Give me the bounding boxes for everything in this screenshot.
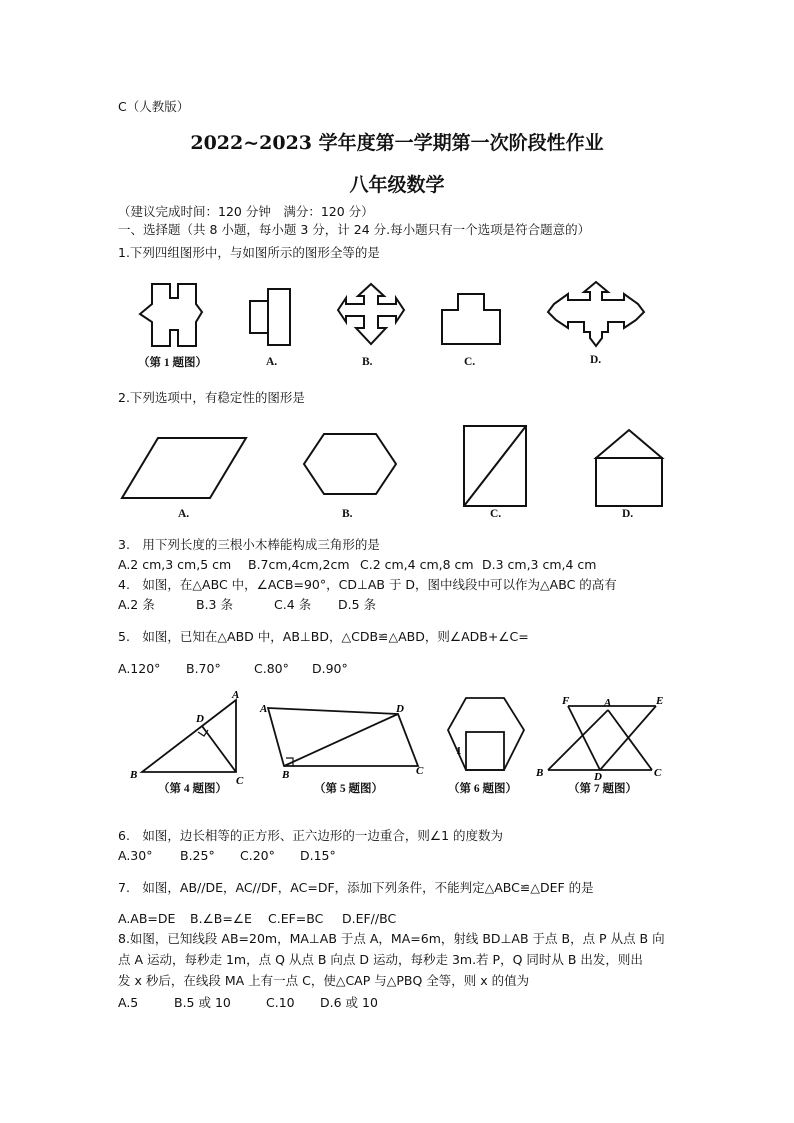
q1-figure-caption: （第 1 题图） <box>138 357 207 369</box>
fig7-point-b: B <box>536 767 544 779</box>
fig5-point-d: D <box>396 703 404 715</box>
q1-option-d-label: D. <box>590 354 602 366</box>
fig4-point-b: B <box>130 769 138 781</box>
question-7-stem: 7. 如图，AB//DE，AC//DF，AC=DF，添加下列条件，不能判定△ABC≌△DEF 的是 <box>118 880 594 895</box>
q3-option-b[interactable]: B.7cm,4cm,2cm <box>248 557 350 572</box>
q6-option-a[interactable]: A.30° <box>118 848 153 863</box>
q2-parallelogram-figure <box>120 436 250 502</box>
q3-option-c[interactable]: C.2 cm,4 cm,8 cm <box>360 557 474 572</box>
q2-rectangle-diagonal-figure <box>462 424 528 508</box>
q8-option-c[interactable]: C.10 <box>266 995 295 1010</box>
question-5-stem: 5. 如图，已知在△ABD 中，AB⊥BD，△CDB≌△ABD，则∠ADB+∠C= <box>118 629 529 644</box>
edition-label: C（人教版） <box>118 99 190 114</box>
q7-option-a[interactable]: A.AB=DE <box>118 911 176 926</box>
q6-option-c[interactable]: C.20° <box>240 848 275 863</box>
question-6-stem: 6. 如图，边长相等的正方形、正六边形的一边重合，则∠1 的度数为 <box>118 828 504 843</box>
fig4-right-triangle <box>118 690 258 786</box>
q4-option-d[interactable]: D.5 条 <box>338 597 377 612</box>
q7-option-d[interactable]: D.EF//BC <box>342 911 397 926</box>
q1-reference-figure <box>132 282 212 352</box>
question-1-stem: 1.下列四组图形中，与如图所示的图形全等的是 <box>118 245 380 260</box>
fig7-point-f: F <box>562 695 570 707</box>
fig7-caption: （第 7 题图） <box>568 783 637 795</box>
q7-option-b[interactable]: B.∠B=∠E <box>190 911 252 926</box>
fig7-point-a: A <box>604 697 612 709</box>
q1-option-c-label: C. <box>464 356 476 368</box>
q1-option-c-figure <box>440 292 504 346</box>
fig5-point-c: C <box>416 765 424 777</box>
question-8-line-1: 8.如图，已知线段 AB=20m，MA⊥AB 于点 A，MA=6m，射线 BD⊥AB 于点 B，点 P 从点 B 向 <box>118 931 665 946</box>
fig5-caption: （第 5 题图） <box>314 783 383 795</box>
q2-option-d-label: D. <box>622 508 634 520</box>
question-4-stem: 4. 如图，在△ABC 中，∠ACB=90°，CD⊥AB 于 D，图中线段中可以作为△ABC 的高有 <box>118 577 617 592</box>
q4-option-c[interactable]: C.4 条 <box>274 597 312 612</box>
q1-option-b-label: B. <box>362 356 373 368</box>
question-8-line-3: 发 x 秒后，在线段 MA 上有一点 C，使△CAP 与△PBQ 全等，则 x 的值为 <box>118 973 530 988</box>
fig6-caption: （第 6 题图） <box>448 783 517 795</box>
q3-option-a[interactable]: A.2 cm,3 cm,5 cm <box>118 557 232 572</box>
q5-option-c[interactable]: C.80° <box>254 661 289 676</box>
q1-option-b-figure <box>336 282 406 352</box>
question-5-options <box>118 661 348 677</box>
question-4-options <box>118 597 376 613</box>
q1-option-a-label: A. <box>266 356 278 368</box>
question-8-options <box>118 995 378 1011</box>
fig7-triangles <box>534 695 674 783</box>
fig6-square-hexagon <box>440 694 530 778</box>
q1-option-d-figure <box>546 280 646 350</box>
question-7-options <box>118 911 396 927</box>
fig5-point-a: A <box>260 703 268 715</box>
fig6-angle-1: 1 <box>456 745 462 757</box>
question-2-stem: 2.下列选项中，有稳定性的图形是 <box>118 390 305 405</box>
fig7-point-d: D <box>594 771 602 783</box>
fig4-point-c: C <box>236 775 244 787</box>
q1-option-a-figure <box>246 287 306 347</box>
fig7-point-e: E <box>656 695 664 707</box>
question-3-stem: 3. 用下列长度的三根小木棒能构成三角形的是 <box>118 537 380 552</box>
q6-option-d[interactable]: D.15° <box>300 848 336 863</box>
q8-option-b[interactable]: B.5 或 10 <box>174 995 231 1010</box>
page-title: 2022~2023 学年度第一学期第一次阶段性作业 <box>190 132 604 154</box>
q7-option-c[interactable]: C.EF=BC <box>268 911 324 926</box>
q4-option-a[interactable]: A.2 条 <box>118 597 155 612</box>
q8-option-a[interactable]: A.5 <box>118 995 139 1010</box>
fig7-point-c: C <box>654 767 662 779</box>
question-6-options <box>118 848 336 864</box>
q6-option-b[interactable]: B.25° <box>180 848 215 863</box>
q2-hexagon-figure <box>302 432 398 496</box>
fig5-point-b: B <box>282 769 290 781</box>
fig4-caption: （第 4 题图） <box>158 783 227 795</box>
question-3-options <box>118 557 596 573</box>
q8-option-d[interactable]: D.6 或 10 <box>320 995 378 1010</box>
q3-option-d[interactable]: D.3 cm,3 cm,4 cm <box>482 557 597 572</box>
page-subtitle: 八年级数学 <box>349 174 445 196</box>
q2-house-figure <box>594 428 664 508</box>
q5-option-d[interactable]: D.90° <box>312 661 348 676</box>
q2-option-b-label: B. <box>342 508 353 520</box>
fig4-point-a: A <box>232 689 240 701</box>
fig4-point-d: D <box>196 713 204 725</box>
q2-option-c-label: C. <box>490 508 502 520</box>
time-note: （建议完成时间：120 分钟 满分：120 分） <box>118 204 374 219</box>
q5-option-a[interactable]: A.120° <box>118 661 161 676</box>
q4-option-b[interactable]: B.3 条 <box>196 597 233 612</box>
q5-option-b[interactable]: B.70° <box>186 661 221 676</box>
section-heading: 一、选择题（共 8 小题，每小题 3 分，计 24 分.每小题只有一个选项是符合题意的） <box>118 222 591 237</box>
q2-option-a-label: A. <box>178 508 190 520</box>
question-8-line-2: 点 A 运动，每秒走 1m，点 Q 从点 B 向点 D 运动，每秒走 3m.若 P，Q 同时从 B 出发，则出 <box>118 952 643 967</box>
fig5-quadrilateral <box>258 700 428 780</box>
